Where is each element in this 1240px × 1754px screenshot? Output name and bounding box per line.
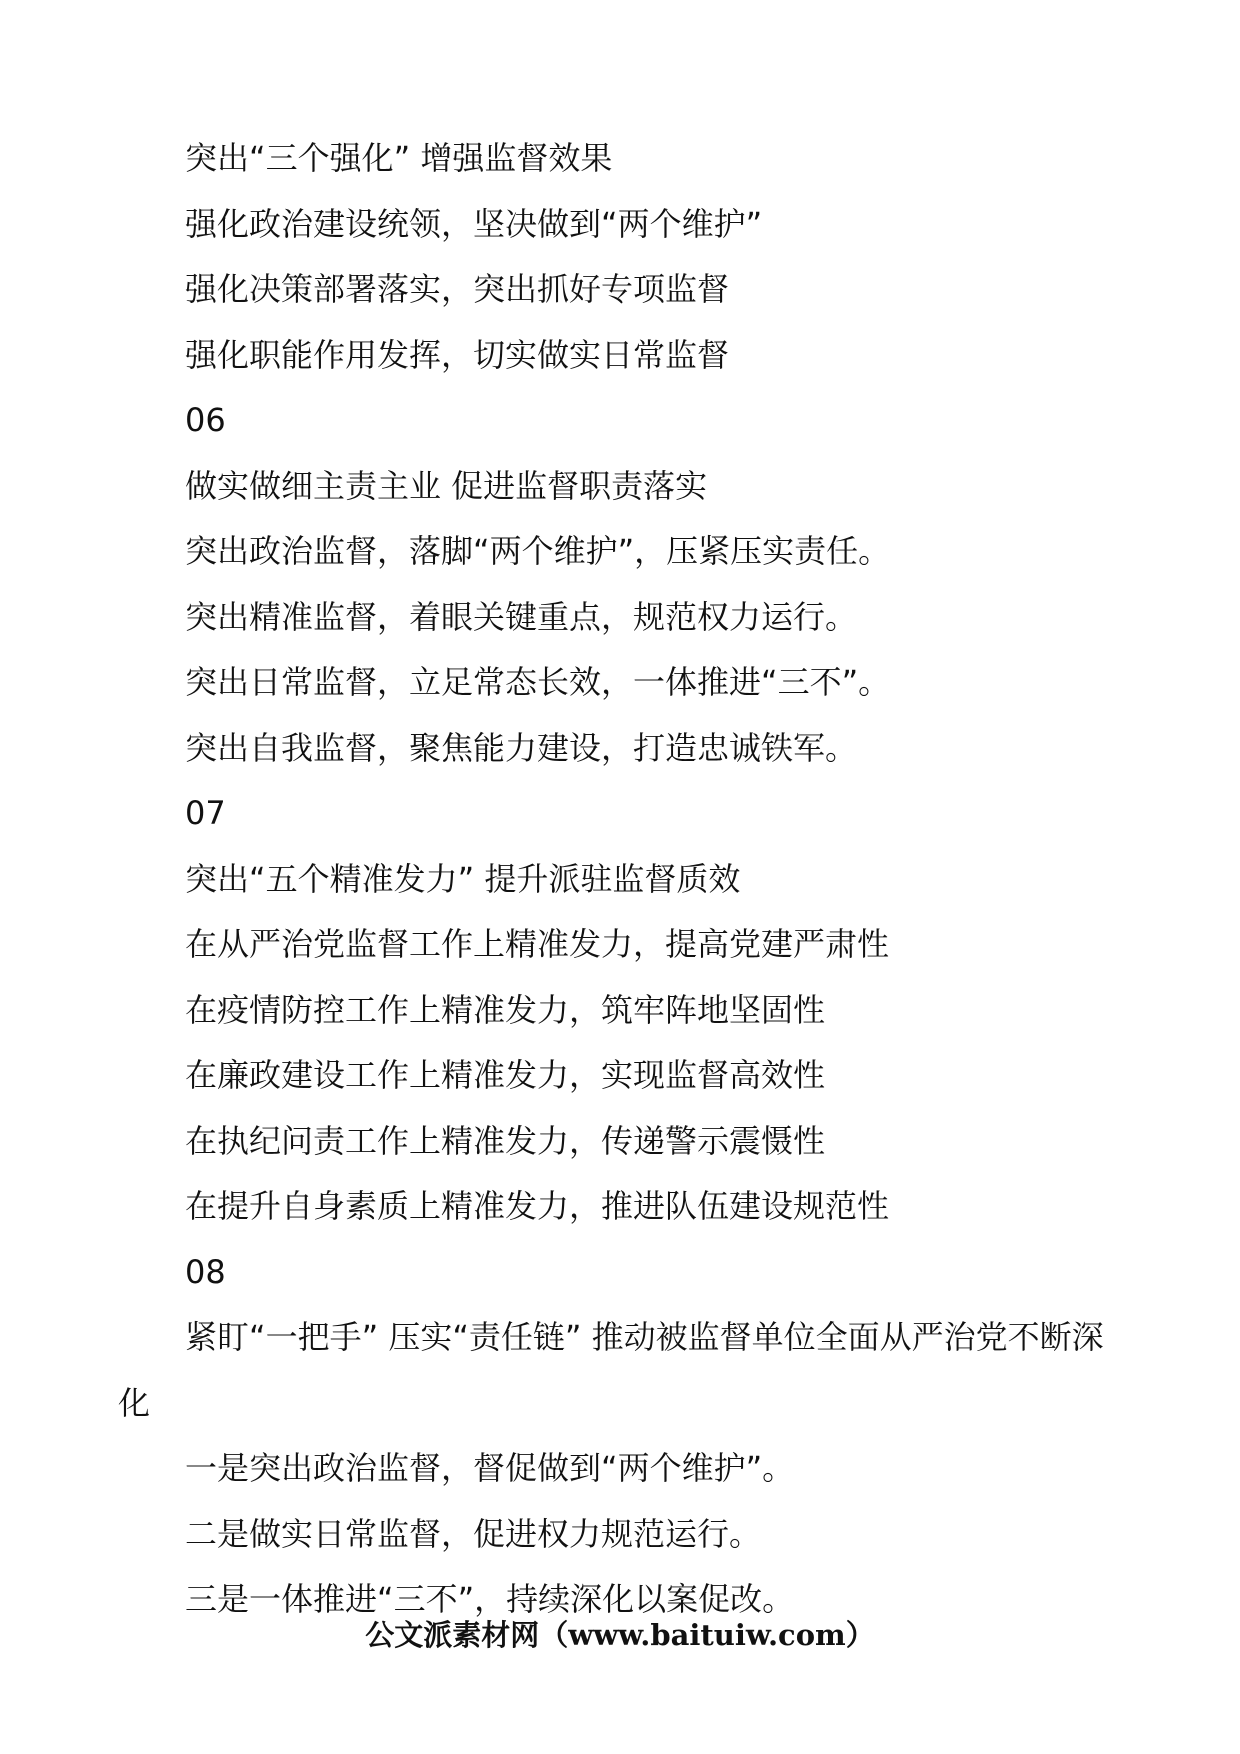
source-footer: 公文派素材网（www.baituiw.com） [365, 1618, 875, 1652]
paragraph-line: 在执纪问责工作上精准发力，传递警示震慑性 [185, 1121, 826, 1160]
paragraph-line: 强化职能作用发挥，切实做实日常监督 [185, 335, 730, 374]
paragraph-line: 突出精准监督，着眼关键重点，规范权力运行。 [185, 597, 858, 636]
paragraph-line: 二是做实日常监督，促进权力规范运行。 [185, 1514, 762, 1553]
section-heading: 突出“三个强化” 增强监督效果 [185, 139, 613, 177]
paragraph-line: 在廉政建设工作上精准发力，实现监督高效性 [185, 1056, 826, 1094]
document-body [118, 126, 1128, 1633]
paragraph-line: 强化政治建设统领，坚决做到“两个维护” [185, 204, 763, 243]
paragraph-line: 突出政治监督，落脚“两个维护”，压紧压实责任。 [185, 532, 891, 570]
paragraph-line: 突出自我监督，聚焦能力建设，打造忠诚铁军。 [185, 728, 858, 767]
section-number: 06 [185, 401, 226, 439]
paragraph-line: 一是突出政治监督，督促做到“两个维护”。 [185, 1449, 795, 1487]
paragraph-line: 在提升自身素质上精准发力，推进队伍建设规范性 [185, 1187, 890, 1225]
section-heading-wrapped: 紧盯“一把手” 压实“责任链” 推动被监督单位全面从严治党不断深化 [118, 1318, 1104, 1422]
section-heading: 做实做细主责主业 促进监督职责落实 [185, 466, 708, 505]
paragraph-line: 突出日常监督，立足常态长效，一体推进“三不”。 [185, 663, 891, 701]
paragraph-line: 在疫情防控工作上精准发力，筑牢阵地坚固性 [185, 990, 826, 1029]
section-heading: 突出“五个精准发力” 提升派驻监督质效 [185, 859, 741, 898]
section-number: 07 [185, 794, 226, 832]
paragraph-line: 在从严治党监督工作上精准发力，提高党建严肃性 [185, 925, 890, 963]
paragraph-line: 三是一体推进“三不”，持续深化以案促改。 [185, 1580, 795, 1618]
paragraph-line: 强化决策部署落实，突出抓好专项监督 [185, 270, 730, 308]
section-number: 08 [185, 1252, 226, 1291]
